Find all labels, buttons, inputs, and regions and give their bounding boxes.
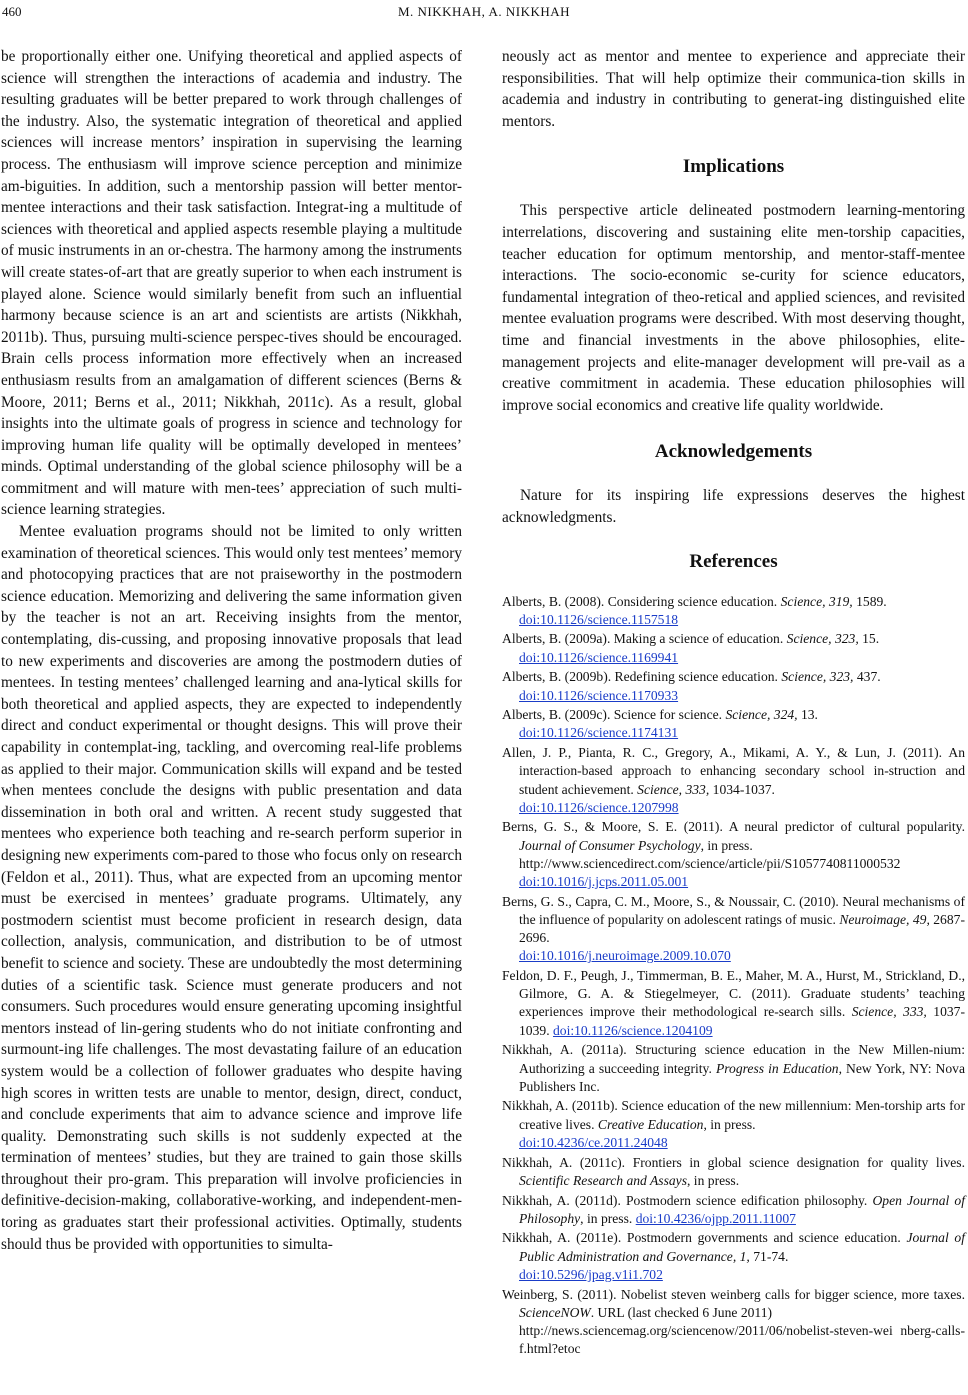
reference-item: Nikkhah, A. (2011c). Frontiers in global science designation for quality lives. Scientific Research and Assays, in press. bbox=[502, 1154, 965, 1188]
doi-link[interactable]: doi:10.4236/ojpp.2011.11007 bbox=[635, 1210, 796, 1226]
doi-link[interactable]: doi:10.4236/ce.2011.24048 bbox=[519, 1134, 668, 1150]
running-head-authors: M. NIKKHAH, A. NIKKHAH bbox=[397, 4, 571, 19]
reference-url[interactable]: http://news.sciencemag.org/sciencenow/2011/06/nobelist-steven-wei nberg-calls-f.html?etoc bbox=[519, 1322, 965, 1357]
reference-item: Alberts, B. (2008). Considering science education. Science, 319, 1589. doi:10.1126/science.1157518 bbox=[502, 593, 887, 627]
doi-link[interactable]: doi:10.1016/j.neuroimage.2009.10.070 bbox=[519, 948, 731, 964]
page-header bbox=[0, 0, 968, 24]
right-column bbox=[502, 46, 965, 1360]
body-paragraph: be proportionally either one. Unifying theoretical and applied aspects of science will strengthen the interactions of academia and industry. The resulting graduates will be better prepared to work through challenges of the industry. Also, the systematic integration of theoretical and applied sciences will increase mentors’ inspiration in supervising the learning process. The enthusiasm will improve science perception and minimize am-biguities. In addition, such a mentorship passion will better mentor-mentee interactions and their task satisfaction. Integrat-ing a multitude of sciences with theoretical and applied aspects resemble playing a multitude of music instruments in an or-chestra. The harmony among the instruments will create states-of-art that are greatly superior to when each instrument is played alone. Science would similarly benefit from such an influential harmony because science is an art and scientists are artists (Nikkhah, 2011b). Thus, pursuing multi-science perspec-tives should be encouraged. Brain cells process information more effectively when an increased enthusiasm results from an amalgamation of different sciences (Berns & Moore, 2011; Berns et al., 2011; Nikkhah, 2011c). As a result, global insights into the ultimate goals of progress in science and technology for improving human life quality will be optimally developed in mentees’ minds. Optimal understanding of the global science philosophy will be a commitment and will mature with men-tees’ appreciation of such multi-science learning strategies. bbox=[1, 48, 462, 519]
left-column bbox=[1, 46, 462, 1255]
doi-link[interactable]: doi:10.1126/science.1170933 bbox=[519, 687, 679, 703]
acknowledgements-paragraph: Nature for its inspiring life expressions deserves the highest acknowledgments. bbox=[502, 487, 965, 526]
reference-item: Alberts, B. (2009c). Science for science. Science, 324, 13. doi:10.1126/science.1174131 bbox=[502, 707, 818, 741]
body-paragraph-continuation: neously act as mentor and mentee to experience and appreciate their responsibilities. That will help optimize their communica-tion skills in academia and industry in contributing to generat-ing distinguished elite mentors. bbox=[502, 48, 965, 130]
doi-link[interactable]: doi:10.1016/j.jcps.2011.05.001 bbox=[519, 874, 689, 890]
reference-list bbox=[502, 593, 965, 1359]
doi-link[interactable]: doi:10.5296/jpag.v1i1.702 bbox=[519, 1266, 663, 1282]
references-heading: References bbox=[689, 550, 778, 572]
reference-item: Alberts, B. (2009b). Redefining science education. Science, 323, 437. doi:10.1126/science.1170933 bbox=[502, 669, 881, 703]
reference-item: Allen, J. P., Pianta, R. C., Gregory, A., Mikami, A. Y., & Lun, J. (2011). An interaction-based approach to enhancing secondary school in-struction and student achievement. Science, 333, 1034-1037. doi:10.1126/science.1207998 bbox=[502, 745, 965, 815]
reference-item: Weinberg, S. (2011). Nobelist steven weinberg calls for bigger science, more taxes. ScienceNOW. URL (last checked 6 June 2011) http://news.sciencemag.org/sciencenow/2011/06/nobelist-steven-wei nberg-calls-f.html?etoc bbox=[502, 1286, 965, 1359]
implications-heading: Implications bbox=[682, 156, 785, 178]
doi-link[interactable]: doi:10.1126/science.1204109 bbox=[552, 1022, 713, 1038]
doi-link[interactable]: doi:10.1126/science.1157518 bbox=[519, 611, 679, 627]
implications-paragraph: This perspective article delineated postmodern learning-mentoring interrelations, discovering and sustaining elite men-torship capacities, teacher education for optimum mentorship, and mentor-staff-mentee interactions. The socio-economic se-curity for science educators, fundamental integration of theo-retical and applied sciences, and revisited mentee evaluation programs were described. With most deserving thought, time and financial investments in the above philosophies, elite-management projects and elite-manager development will pre-vail as a creative commitment in academia. These education philosophies will improve social economics and creative life quality worldwide. bbox=[502, 202, 965, 414]
reference-item: Feldon, D. F., Peugh, J., Timmerman, B. E., Maher, M. A., Hurst, M., Strickland, D., Gilmore, G. A. & Stiegelmeyer, C. (2011). Graduate students’ teaching experiences improve their methodological re-search sills. Science, 333, 1037-1039. doi:10.1126/science.1204109 bbox=[502, 968, 965, 1038]
reference-item: Nikkhah, A. (2011d). Postmodern science edification philosophy. Open Journal of Philosophy, in press. doi:10.4236/ojpp.2011.11007 bbox=[502, 1192, 965, 1226]
page-number: 460 bbox=[2, 4, 22, 19]
reference-item: Alberts, B. (2009a). Making a science of education. Science, 323, 15. doi:10.1126/science.1169941 bbox=[502, 631, 880, 665]
body-paragraph: Mentee evaluation programs should not be limited to only written examination of theoretical sciences. This would only test mentees’ memory and photocopying practices that are not praiseworthy in the postmodern science education. Memorizing and delivering the same information given by the teacher is not an art. Receiving insights from the mentor, contemplating, dis-cussing, and proposing innovative proposals that lead to new experiments and discoveries are among the postmodern duties of mentees. In testing mentees’ challenged learning and ana-lytical skills for both theoretical and applied aspects, they are expected to independently direct and conduct experimental or thought designs. This will prove their capability in contemplat-ing, tackling, and overcoming real-life problems as applied to their major. Communication skills will expand and be tested when mentees conclude the designs with public presentation and data dissemination in both oral and written. A recent study suggested that mentees who experience both teaching and re-search perform superior in designing new experiments com-pared to those who focus only on research (Feldon et al., 2011). Thus, what are expected from an upcoming mentor must be exercised in mentees’ graduate programs. Ultimately, any postmodern scientist must become proficient in research design, data collection, analysis, communication, and distribution to be of utmost benefit to science and society. These are undoubtedly the most determining duties of a scientific task. Science must generate producers and not consumers. Such procedures would ensure generating upcoming insightful mentors instead of lin-gering students who do not initiate confronting and surmount-ing life challenges. The most devastating failure of an education system would be a collection of follower graduates who despite having high scores in written tests are unable to mentor, design, direct, conduct, and conclude experiments that aim to advance science and improve life quality. Demonstrating such skills is not suddenly expected at the termination of mentees’ studies, but they are trained to gain those skills throughout their pro-gram. This preparation will involve proficiencies in definitive-decision-making, collaborative-working, and independent-men-toring as graduates start their professional activities. Optimally, students should thus be provided with opportunities to simulta- bbox=[1, 523, 462, 1253]
acknowledgements-heading: Acknowledgements bbox=[654, 441, 813, 463]
reference-item: Berns, G. S., & Moore, S. E. (2011). A neural predictor of cultural popularity. Journal of Consumer Psychology, in press. http://www.sciencedirect.com/science/article/pii/S1057740811000532 doi:10.1016/j.jcps.2011.05.001 bbox=[502, 819, 965, 890]
reference-item: Nikkhah, A. (2011b). Science education of the new millennium: Men-torship arts for creative lives. Creative Education, in press. doi:10.4236/ce.2011.24048 bbox=[502, 1098, 965, 1150]
reference-url[interactable]: http://www.sciencedirect.com/science/article/pii/S1057740811000532 bbox=[519, 855, 901, 871]
reference-item: Nikkhah, A. (2011a). Structuring science education in the New Millen-nium: Authorizing a succeeding integrity. Progress in Education, New York, NY: Nova Publishers Inc. bbox=[502, 1042, 965, 1094]
reference-item: Berns, G. S., Capra, C. M., Moore, S., & Noussair, C. (2010). Neural mechanisms of the influence of popularity on adolescent ratings of music. Neuroimage, 49, 2687-2696. doi:10.1016/j.neuroimage.2009.10.070 bbox=[502, 893, 965, 964]
doi-link[interactable]: doi:10.1126/science.1169941 bbox=[519, 649, 679, 665]
doi-link[interactable]: doi:10.1126/science.1174131 bbox=[519, 725, 679, 741]
reference-item: Nikkhah, A. (2011e). Postmodern governments and science education. Journal of Public Administration and Governance, 1, 71-74. doi:10.5296/jpag.v1i1.702 bbox=[502, 1230, 965, 1282]
doi-link[interactable]: doi:10.1126/science.1207998 bbox=[519, 799, 679, 815]
